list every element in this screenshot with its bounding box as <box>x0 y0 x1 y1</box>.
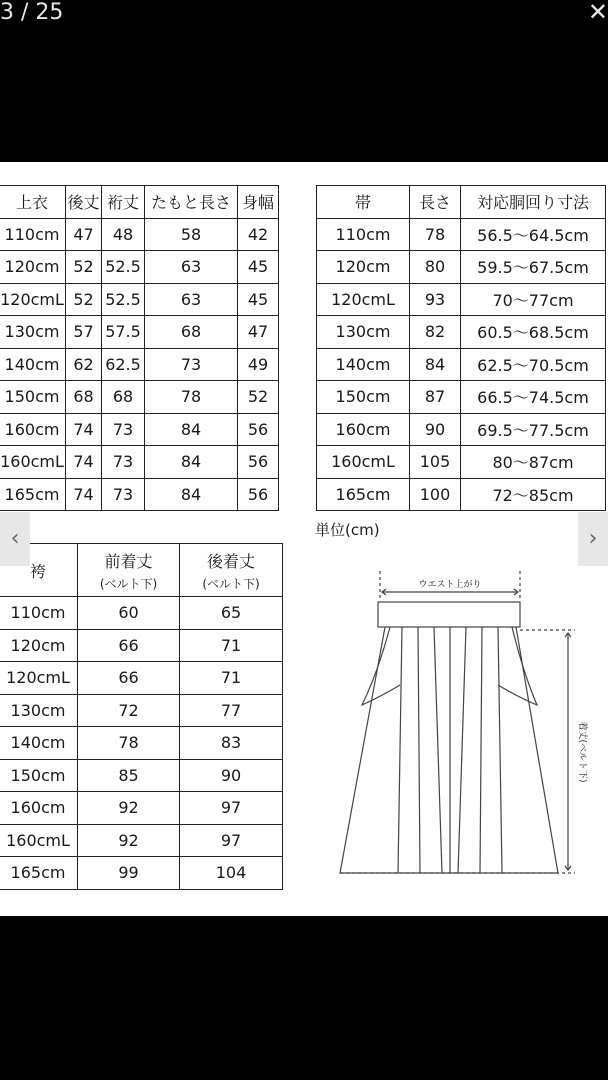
table-cell: 165cm <box>0 857 78 890</box>
header-cell: 対応胴回り寸法 <box>461 186 606 219</box>
table-row <box>0 629 283 662</box>
table-cell: 165cm <box>0 478 66 511</box>
table-row <box>0 283 279 316</box>
table-row <box>0 694 283 727</box>
table-cell: 42 <box>238 218 279 251</box>
table-cell: 83 <box>180 727 283 760</box>
photo-frame <box>0 162 608 916</box>
table-cell: 84 <box>145 446 238 479</box>
image-counter: 3 / 25 <box>0 0 64 25</box>
table-cell: 110cm <box>317 218 410 251</box>
table-cell: 110cm <box>0 218 66 251</box>
table-row <box>0 824 283 857</box>
close-button[interactable] <box>582 0 608 26</box>
table-row <box>0 727 283 760</box>
table-cell: 120cmL <box>0 283 66 316</box>
table-cell: 160cm <box>317 413 410 446</box>
table-cell: 93 <box>410 283 461 316</box>
header-cell: 帯 <box>317 186 410 219</box>
table-cell: 74 <box>66 446 102 479</box>
table-row <box>0 316 279 349</box>
table-row <box>0 446 279 479</box>
table-cell: 165cm <box>317 478 410 511</box>
table-row <box>0 792 283 825</box>
table-cell: 73 <box>102 478 145 511</box>
table-row <box>317 446 606 479</box>
table-row <box>0 348 279 381</box>
table-cell: 45 <box>238 283 279 316</box>
header-sublabel: (ベルト下) <box>202 576 260 591</box>
header-cell: 裄丈 <box>102 186 145 219</box>
table-cell: 72 <box>78 694 180 727</box>
table-cell: 52 <box>66 251 102 284</box>
table-cell: 56 <box>238 478 279 511</box>
table-cell: 45 <box>238 251 279 284</box>
table-cell: 62 <box>66 348 102 381</box>
table-cell: 97 <box>180 792 283 825</box>
table-row <box>0 597 283 630</box>
table-row <box>0 478 279 511</box>
table-cell: 66 <box>78 629 180 662</box>
header-cell: 後丈 <box>66 186 102 219</box>
table-cell: 57.5 <box>102 316 145 349</box>
table-row <box>317 478 606 511</box>
table-cell: 60.5〜68.5cm <box>461 316 606 349</box>
table-cell: 66 <box>78 662 180 695</box>
header-label: 袴 <box>29 561 46 581</box>
table-cell: 120cm <box>0 251 66 284</box>
table-row <box>0 662 283 695</box>
table-cell: 71 <box>180 662 283 695</box>
table-row <box>0 413 279 446</box>
table-cell: 160cm <box>0 792 78 825</box>
table-cell: 84 <box>145 478 238 511</box>
unit-note: 単位(cm) <box>315 521 380 539</box>
table-cell: 59.5〜67.5cm <box>461 251 606 284</box>
waist-label: ウエスト上がり <box>418 580 482 590</box>
table-cell: 47 <box>238 316 279 349</box>
table-header-row <box>0 186 279 219</box>
table-cell: 78 <box>78 727 180 760</box>
table-header-row <box>317 186 606 219</box>
table-row <box>0 759 283 792</box>
table-cell: 68 <box>66 381 102 414</box>
table-cell: 120cmL <box>0 662 78 695</box>
table-row <box>317 348 606 381</box>
header-cell: 長さ <box>410 186 461 219</box>
table-cell: 140cm <box>317 348 410 381</box>
table-cell: 70〜77cm <box>461 283 606 316</box>
table-cell: 84 <box>145 413 238 446</box>
table-cell: 52.5 <box>102 251 145 284</box>
header-label: 後着丈 <box>206 551 255 571</box>
table-cell: 87 <box>410 381 461 414</box>
table-cell: 120cm <box>0 629 78 662</box>
table-cell: 63 <box>145 251 238 284</box>
table-row <box>0 381 279 414</box>
header-cell <box>78 544 180 597</box>
table-cell: 140cm <box>0 348 66 381</box>
table-cell: 49 <box>238 348 279 381</box>
table-cell: 120cmL <box>317 283 410 316</box>
table-cell: 82 <box>410 316 461 349</box>
table-cell: 130cm <box>0 694 78 727</box>
table-cell: 73 <box>102 413 145 446</box>
table-cell: 77 <box>180 694 283 727</box>
table-cell: 71 <box>180 629 283 662</box>
table-cell: 90 <box>410 413 461 446</box>
arrow-right-icon: › <box>588 526 598 551</box>
table-cell: 150cm <box>317 381 410 414</box>
prev-image-button[interactable] <box>0 512 30 566</box>
table-cell: 104 <box>180 857 283 890</box>
table-cell: 72〜85cm <box>461 478 606 511</box>
close-icon: ✕ <box>587 0 608 26</box>
table-cell: 160cm <box>0 413 66 446</box>
table-cell: 160cmL <box>317 446 410 479</box>
table-cell: 66.5〜74.5cm <box>461 381 606 414</box>
table-cell: 150cm <box>0 759 78 792</box>
jacket-size-table <box>0 185 279 511</box>
table-cell: 160cmL <box>0 446 66 479</box>
table-cell: 100 <box>410 478 461 511</box>
table-cell: 57 <box>66 316 102 349</box>
header-cell: 身幅 <box>238 186 279 219</box>
header-sublabel: (ベルト下) <box>99 576 158 591</box>
table-cell: 92 <box>78 824 180 857</box>
table-cell: 47 <box>66 218 102 251</box>
table-row <box>317 283 606 316</box>
table-header-row <box>0 544 283 597</box>
table-cell: 97 <box>180 824 283 857</box>
table-cell: 73 <box>102 446 145 479</box>
belt-size-table <box>316 185 606 511</box>
table-cell: 74 <box>66 478 102 511</box>
header-cell: 上衣 <box>0 186 66 219</box>
table-cell: 52.5 <box>102 283 145 316</box>
table-cell: 150cm <box>0 381 66 414</box>
table-cell: 160cmL <box>0 824 78 857</box>
table-cell: 56 <box>238 446 279 479</box>
table-cell: 56.5〜64.5cm <box>461 218 606 251</box>
table-cell: 52 <box>66 283 102 316</box>
header-label: 前着丈 <box>104 551 153 571</box>
table-cell: 62.5〜70.5cm <box>461 348 606 381</box>
table-cell: 63 <box>145 283 238 316</box>
table-cell: 62.5 <box>102 348 145 381</box>
length-label: 着丈(ベルト下) <box>577 721 587 783</box>
table-cell: 68 <box>145 316 238 349</box>
table-cell: 120cm <box>317 251 410 284</box>
table-row <box>0 251 279 284</box>
table-cell: 90 <box>180 759 283 792</box>
table-cell: 74 <box>66 413 102 446</box>
table-cell: 56 <box>238 413 279 446</box>
table-cell: 84 <box>410 348 461 381</box>
table-cell: 140cm <box>0 727 78 760</box>
table-cell: 80〜87cm <box>461 446 606 479</box>
table-cell: 52 <box>238 381 279 414</box>
table-row <box>317 316 606 349</box>
table-cell: 80 <box>410 251 461 284</box>
table-cell: 73 <box>145 348 238 381</box>
table-row <box>0 857 283 890</box>
table-cell: 48 <box>102 218 145 251</box>
table-cell: 92 <box>78 792 180 825</box>
hakama-size-table <box>0 543 283 890</box>
table-row <box>317 251 606 284</box>
table-cell: 105 <box>410 446 461 479</box>
table-row <box>317 381 606 414</box>
table-cell: 60 <box>78 597 180 630</box>
table-cell: 69.5〜77.5cm <box>461 413 606 446</box>
table-cell: 85 <box>78 759 180 792</box>
table-cell: 78 <box>410 218 461 251</box>
header-cell <box>180 544 283 597</box>
table-cell: 58 <box>145 218 238 251</box>
hakama-diagram <box>330 567 600 897</box>
table-cell: 130cm <box>0 316 66 349</box>
next-image-button[interactable] <box>578 512 608 566</box>
table-row <box>317 413 606 446</box>
table-cell: 99 <box>78 857 180 890</box>
header-cell: たもと長さ <box>145 186 238 219</box>
arrow-left-icon: ‹ <box>10 526 20 551</box>
table-cell: 110cm <box>0 597 78 630</box>
table-row <box>317 218 606 251</box>
table-cell: 65 <box>180 597 283 630</box>
table-cell: 130cm <box>317 316 410 349</box>
table-cell: 78 <box>145 381 238 414</box>
table-row <box>0 218 279 251</box>
table-cell: 68 <box>102 381 145 414</box>
